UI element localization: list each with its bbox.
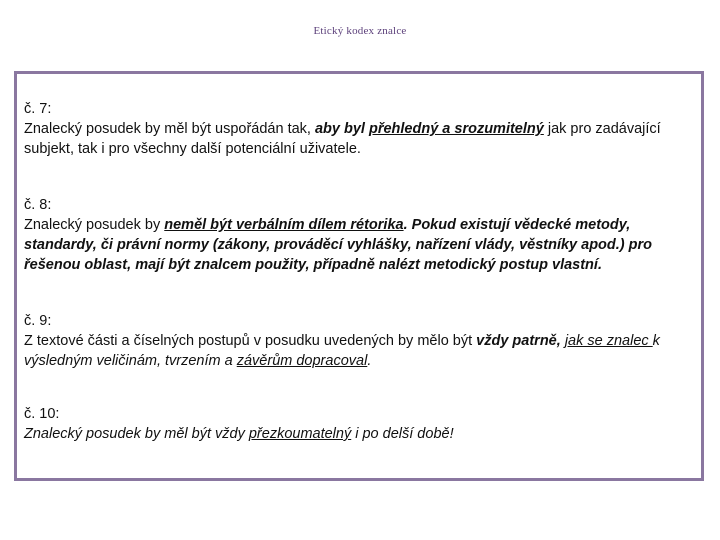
article-number: č. 10: [24, 406, 60, 422]
article-emphasis: aby byl [314, 121, 369, 137]
article-italic: i po delší době! [351, 426, 454, 442]
article-emphasis: vždy patrně, [476, 333, 565, 349]
article-emphasis: . Pokud existují vědecké metody, standardy, či právní normy (zákony, prováděcí vyhlášky, nařízení vlády, věstníky apod.) pro řešenou oblast, mají být znalcem použity, případně nalézt metodický postup vlastní. [24, 217, 653, 273]
article-italic: Znalecký posudek by měl být vždy [24, 426, 249, 442]
article-italic-underlined: jak se znalec [564, 333, 653, 349]
article-italic-underlined: přezkoumatelný [248, 426, 352, 442]
article-number: č. 7: [24, 101, 52, 117]
article-text: jak pro zadávající subjekt, tak i pro všechny další potenciální uživatele. [24, 121, 661, 157]
article-number: č. 8: [24, 197, 52, 213]
article-italic: k výsledným veličinám, tvrzením a [24, 333, 660, 369]
article-emphasis-underlined: přehledný a srozumitelný [368, 121, 544, 137]
article-text: Znalecký posudek by [24, 217, 165, 233]
article-number: č. 9: [24, 313, 52, 329]
article-italic: . [367, 353, 372, 369]
article-text: Znalecký posudek by měl být uspořádán tak, [24, 121, 315, 137]
article-8 [24, 195, 700, 275]
article-9 [24, 311, 700, 371]
article-10 [24, 404, 700, 444]
article-text: Z textové části a číselných postupů v posudku uvedených by mělo být [24, 333, 477, 349]
article-7 [24, 99, 700, 159]
content-box [14, 71, 704, 481]
article-emphasis-underlined: neměl být verbálním dílem rétorika [164, 217, 404, 233]
article-italic-underlined: závěrům dopracoval [236, 353, 368, 369]
page-title: Etický kodex znalce [313, 25, 407, 37]
